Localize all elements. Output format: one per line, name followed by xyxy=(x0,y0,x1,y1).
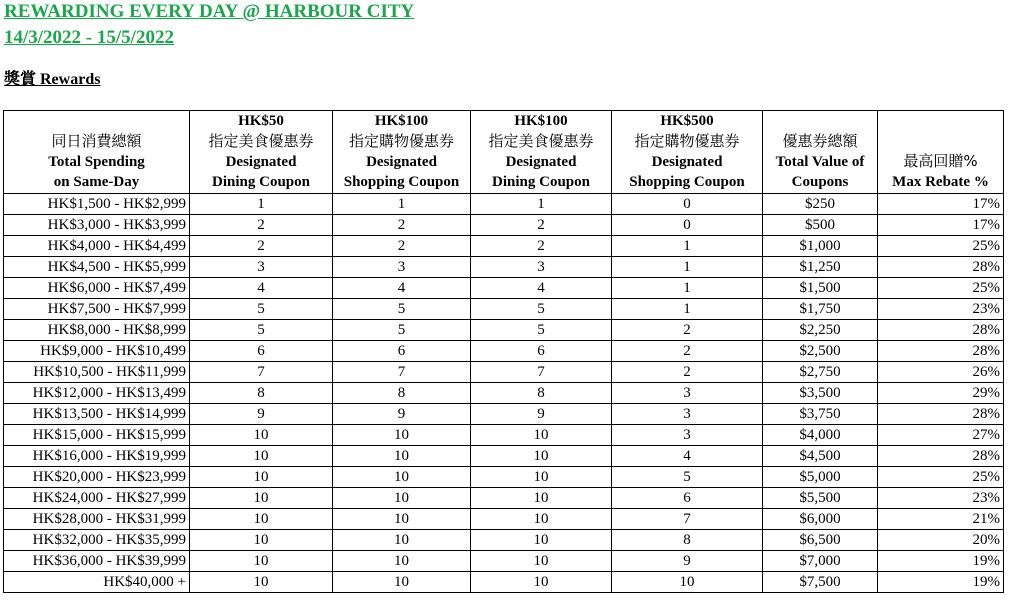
hk500-shopping-count: 3 xyxy=(612,404,763,425)
max-rebate-percent: 25% xyxy=(878,467,1004,488)
total-coupon-value: $2,750 xyxy=(763,362,878,383)
hk500-shopping-count: 2 xyxy=(612,320,763,341)
table-row xyxy=(4,404,1004,425)
hk100-shopping-count: 10 xyxy=(333,551,471,572)
table-row xyxy=(4,362,1004,383)
spending-range: HK$3,000 - HK$3,999 xyxy=(4,215,190,236)
hk50-dining-count: 10 xyxy=(190,425,333,446)
total-coupon-value: $6,500 xyxy=(763,530,878,551)
hk50-dining-count: 7 xyxy=(190,362,333,383)
col-header-total-value xyxy=(763,111,878,194)
hk100-shopping-count: 10 xyxy=(333,425,471,446)
header-line: 指定美食優惠券 xyxy=(208,132,314,150)
spending-range: HK$13,500 - HK$14,999 xyxy=(4,404,190,425)
rewards-section-label: 獎賞 Rewards xyxy=(4,71,101,88)
hk100-dining-count: 10 xyxy=(471,467,612,488)
max-rebate-percent: 28% xyxy=(878,257,1004,278)
table-row xyxy=(4,257,1004,278)
hk50-dining-count: 8 xyxy=(190,383,333,404)
hk50-dining-count: 10 xyxy=(190,467,333,488)
hk500-shopping-count: 2 xyxy=(612,341,763,362)
spending-range: HK$7,500 - HK$7,999 xyxy=(4,299,190,320)
hk500-shopping-count: 4 xyxy=(612,446,763,467)
hk50-dining-count: 2 xyxy=(190,236,333,257)
hk100-shopping-count: 6 xyxy=(333,341,471,362)
total-coupon-value: $3,750 xyxy=(763,404,878,425)
page-title: REWARDING EVERY DAY @ HARBOUR CITY xyxy=(4,1,415,22)
hk500-shopping-count: 1 xyxy=(612,278,763,299)
promotion-date-range: 14/3/2022 - 15/5/2022 xyxy=(4,27,174,48)
table-row xyxy=(4,215,1004,236)
hk100-shopping-count: 10 xyxy=(333,572,471,593)
hk100-shopping-count: 10 xyxy=(333,509,471,530)
header-line: HK$500 xyxy=(660,113,714,129)
hk100-shopping-count: 5 xyxy=(333,299,471,320)
spending-range: HK$40,000 + xyxy=(4,572,190,593)
table-row xyxy=(4,509,1004,530)
hk50-dining-count: 4 xyxy=(190,278,333,299)
hk100-dining-count: 2 xyxy=(471,236,612,257)
hk50-dining-count: 10 xyxy=(190,551,333,572)
total-coupon-value: $5,500 xyxy=(763,488,878,509)
max-rebate-percent: 25% xyxy=(878,278,1004,299)
hk500-shopping-count: 8 xyxy=(612,530,763,551)
hk100-dining-count: 3 xyxy=(471,257,612,278)
table-row xyxy=(4,551,1004,572)
rewards-table-header xyxy=(4,111,1004,194)
hk500-shopping-count: 1 xyxy=(612,299,763,320)
hk100-dining-count: 1 xyxy=(471,194,612,215)
hk100-dining-count: 10 xyxy=(471,509,612,530)
hk100-dining-count: 10 xyxy=(471,446,612,467)
hk100-dining-count: 5 xyxy=(471,320,612,341)
max-rebate-percent: 27% xyxy=(878,425,1004,446)
max-rebate-percent: 17% xyxy=(878,194,1004,215)
max-rebate-percent: 23% xyxy=(878,299,1004,320)
hk100-dining-count: 10 xyxy=(471,551,612,572)
max-rebate-percent: 19% xyxy=(878,551,1004,572)
max-rebate-percent: 25% xyxy=(878,236,1004,257)
hk100-shopping-count: 9 xyxy=(333,404,471,425)
spending-range: HK$24,000 - HK$27,999 xyxy=(4,488,190,509)
hk50-dining-count: 10 xyxy=(190,530,333,551)
table-row xyxy=(4,341,1004,362)
hk50-dining-count: 5 xyxy=(190,320,333,341)
col-header-hk50-dining xyxy=(190,111,333,194)
total-coupon-value: $1,250 xyxy=(763,257,878,278)
header-line: Total Spending xyxy=(48,154,145,170)
col-header-total-spending xyxy=(4,111,190,194)
spending-range: HK$9,000 - HK$10,499 xyxy=(4,341,190,362)
hk50-dining-count: 1 xyxy=(190,194,333,215)
col-header-hk500-shopping xyxy=(612,111,763,194)
table-row xyxy=(4,446,1004,467)
total-coupon-value: $2,500 xyxy=(763,341,878,362)
table-row xyxy=(4,278,1004,299)
spending-range: HK$1,500 - HK$2,999 xyxy=(4,194,190,215)
hk500-shopping-count: 9 xyxy=(612,551,763,572)
header-line: Dining Coupon xyxy=(492,174,590,190)
hk100-dining-count: 6 xyxy=(471,341,612,362)
hk100-shopping-count: 10 xyxy=(333,530,471,551)
hk100-shopping-count: 4 xyxy=(333,278,471,299)
header-line: Designated xyxy=(366,154,437,170)
header-line: 指定美食優惠券 xyxy=(488,132,594,150)
header-line: Coupons xyxy=(791,174,849,190)
hk500-shopping-count: 0 xyxy=(612,215,763,236)
spending-range: HK$8,000 - HK$8,999 xyxy=(4,320,190,341)
total-coupon-value: $4,500 xyxy=(763,446,878,467)
table-row xyxy=(4,194,1004,215)
total-coupon-value: $2,250 xyxy=(763,320,878,341)
hk100-dining-count: 10 xyxy=(471,488,612,509)
hk100-dining-count: 7 xyxy=(471,362,612,383)
hk100-dining-count: 5 xyxy=(471,299,612,320)
hk500-shopping-count: 1 xyxy=(612,257,763,278)
hk100-shopping-count: 7 xyxy=(333,362,471,383)
spending-range: HK$36,000 - HK$39,999 xyxy=(4,551,190,572)
hk100-shopping-count: 2 xyxy=(333,236,471,257)
table-row xyxy=(4,488,1004,509)
hk100-shopping-count: 1 xyxy=(333,194,471,215)
header-line: Designated xyxy=(651,154,723,170)
hk100-dining-count: 9 xyxy=(471,404,612,425)
header-line: 指定購物優惠券 xyxy=(348,132,454,150)
hk100-shopping-count: 10 xyxy=(333,446,471,467)
total-coupon-value: $7,500 xyxy=(763,572,878,593)
hk100-shopping-count: 3 xyxy=(333,257,471,278)
max-rebate-percent: 28% xyxy=(878,446,1004,467)
hk500-shopping-count: 2 xyxy=(612,362,763,383)
hk500-shopping-count: 3 xyxy=(612,383,763,404)
header-line: Designated xyxy=(225,154,297,170)
hk50-dining-count: 10 xyxy=(190,572,333,593)
spending-range: HK$12,000 - HK$13,499 xyxy=(4,383,190,404)
max-rebate-percent: 29% xyxy=(878,383,1004,404)
hk500-shopping-count: 3 xyxy=(612,425,763,446)
header-line: Designated xyxy=(505,154,577,170)
col-header-hk100-dining xyxy=(471,111,612,194)
total-coupon-value: $1,750 xyxy=(763,299,878,320)
total-coupon-value: $500 xyxy=(763,215,878,236)
header-line: Shopping Coupon xyxy=(629,174,745,190)
table-row xyxy=(4,467,1004,488)
total-coupon-value: $1,000 xyxy=(763,236,878,257)
header-line: Shopping Coupon xyxy=(343,174,460,190)
max-rebate-percent: 21% xyxy=(878,509,1004,530)
total-coupon-value: $7,000 xyxy=(763,551,878,572)
max-rebate-percent: 17% xyxy=(878,215,1004,236)
hk500-shopping-count: 10 xyxy=(612,572,763,593)
table-row xyxy=(4,299,1004,320)
max-rebate-percent: 26% xyxy=(878,362,1004,383)
max-rebate-percent: 28% xyxy=(878,404,1004,425)
hk100-dining-count: 10 xyxy=(471,425,612,446)
spending-range: HK$10,500 - HK$11,999 xyxy=(4,362,190,383)
header-line: Total Value of xyxy=(775,154,865,170)
hk50-dining-count: 10 xyxy=(190,446,333,467)
hk100-dining-count: 10 xyxy=(471,572,612,593)
spending-range: HK$4,000 - HK$4,499 xyxy=(4,236,190,257)
header-line: 同日消費總額 xyxy=(51,132,142,150)
max-rebate-percent: 23% xyxy=(878,488,1004,509)
hk50-dining-count: 5 xyxy=(190,299,333,320)
hk500-shopping-count: 1 xyxy=(612,236,763,257)
hk500-shopping-count: 5 xyxy=(612,467,763,488)
spending-range: HK$6,000 - HK$7,499 xyxy=(4,278,190,299)
hk100-dining-count: 2 xyxy=(471,215,612,236)
table-row xyxy=(4,572,1004,593)
hk100-shopping-count: 8 xyxy=(333,383,471,404)
total-coupon-value: $3,500 xyxy=(763,383,878,404)
rewards-table xyxy=(3,110,1004,593)
hk50-dining-count: 10 xyxy=(190,509,333,530)
table-row xyxy=(4,320,1004,341)
spending-range: HK$20,000 - HK$23,999 xyxy=(4,467,190,488)
total-coupon-value: $5,000 xyxy=(763,467,878,488)
hk50-dining-count: 9 xyxy=(190,404,333,425)
max-rebate-percent: 19% xyxy=(878,572,1004,593)
header-line: HK$100 xyxy=(514,113,568,129)
hk500-shopping-count: 6 xyxy=(612,488,763,509)
hk100-dining-count: 8 xyxy=(471,383,612,404)
header-line: 指定購物優惠券 xyxy=(634,132,740,150)
header-line: Dining Coupon xyxy=(212,174,310,190)
table-row xyxy=(4,383,1004,404)
spending-range: HK$15,000 - HK$15,999 xyxy=(4,425,190,446)
header-line: Max Rebate % xyxy=(892,174,989,190)
spending-range: HK$16,000 - HK$19,999 xyxy=(4,446,190,467)
total-coupon-value: $250 xyxy=(763,194,878,215)
col-header-max-rebate xyxy=(878,111,1004,194)
table-row xyxy=(4,236,1004,257)
table-row xyxy=(4,530,1004,551)
table-row xyxy=(4,425,1004,446)
hk100-shopping-count: 2 xyxy=(333,215,471,236)
spending-range: HK$4,500 - HK$5,999 xyxy=(4,257,190,278)
hk50-dining-count: 6 xyxy=(190,341,333,362)
max-rebate-percent: 20% xyxy=(878,530,1004,551)
max-rebate-percent: 28% xyxy=(878,341,1004,362)
total-coupon-value: $4,000 xyxy=(763,425,878,446)
spending-range: HK$32,000 - HK$35,999 xyxy=(4,530,190,551)
hk50-dining-count: 10 xyxy=(190,488,333,509)
hk500-shopping-count: 0 xyxy=(612,194,763,215)
header-row xyxy=(4,111,1004,194)
header-line: 最高回贈% xyxy=(903,152,978,170)
hk500-shopping-count: 7 xyxy=(612,509,763,530)
hk100-shopping-count: 5 xyxy=(333,320,471,341)
spending-range: HK$28,000 - HK$31,999 xyxy=(4,509,190,530)
hk100-shopping-count: 10 xyxy=(333,467,471,488)
header-line: HK$50 xyxy=(238,113,284,129)
header-line: on Same-Day xyxy=(53,174,140,190)
max-rebate-percent: 28% xyxy=(878,320,1004,341)
hk100-dining-count: 10 xyxy=(471,530,612,551)
hk50-dining-count: 2 xyxy=(190,215,333,236)
col-header-hk100-shopping xyxy=(333,111,471,194)
hk100-dining-count: 4 xyxy=(471,278,612,299)
rewards-table-body xyxy=(4,194,1004,593)
total-coupon-value: $6,000 xyxy=(763,509,878,530)
header-line: 優惠券總額 xyxy=(782,132,858,150)
total-coupon-value: $1,500 xyxy=(763,278,878,299)
hk50-dining-count: 3 xyxy=(190,257,333,278)
hk100-shopping-count: 10 xyxy=(333,488,471,509)
header-line: HK$100 xyxy=(374,113,429,129)
